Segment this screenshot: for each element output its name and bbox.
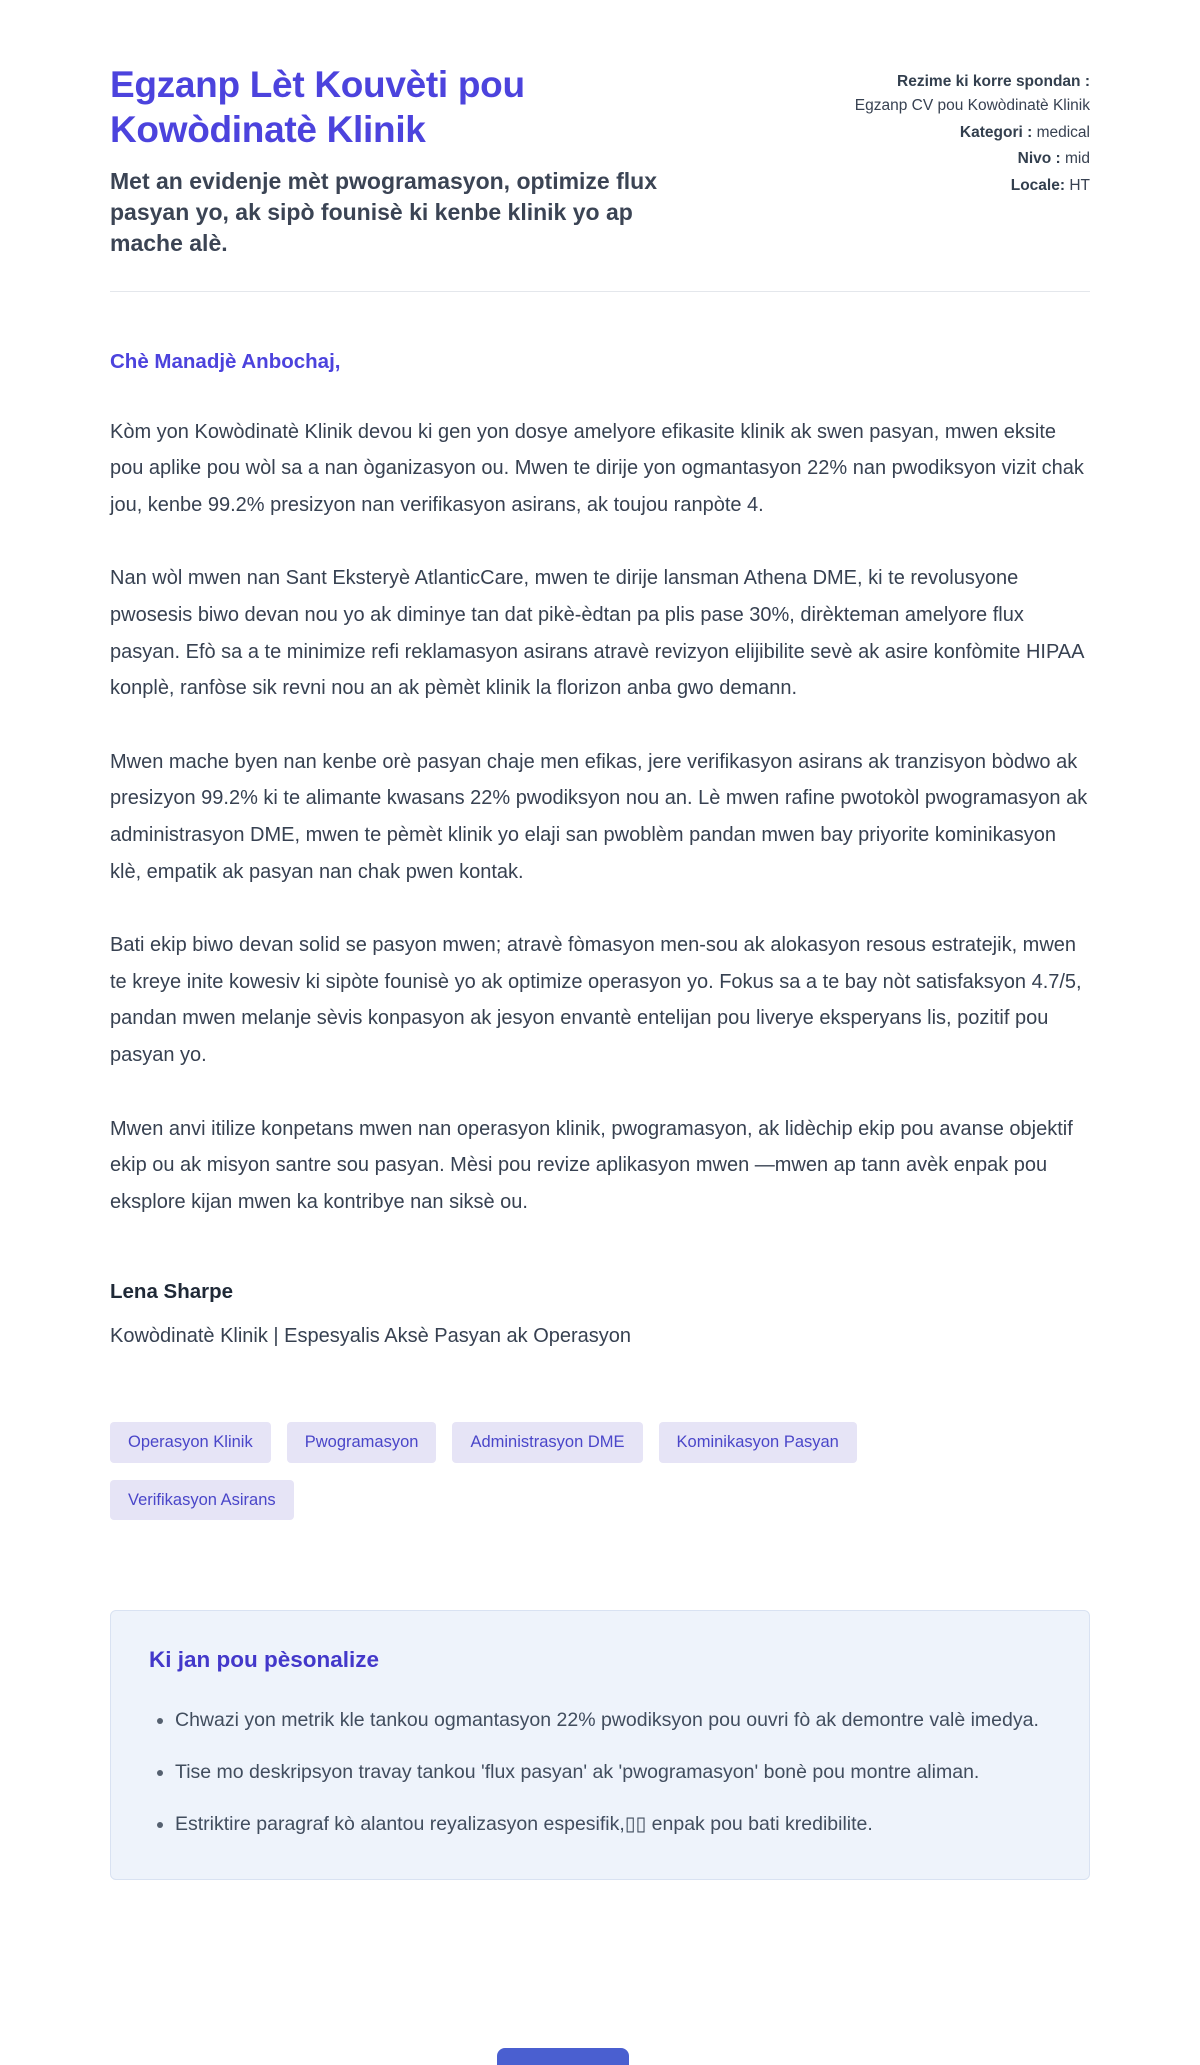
letter-paragraph-4: Bati ekip biwo devan solid se pasyon mwen; atravè fòmasyon men-sou ak alokasyon resous estratejik, mwen te kreye inite kowesiv ki sipòte founisè yo ak optimize operasyon yo. Fokus sa a te bay nòt satisfaksyon 4.7/5, pandan mwen melanje sèvis konpasyon ak jesyon envantè entelijan pou liverye eksperyans lis, pozitif pou pasyan yo. [110, 934, 1082, 1066]
header-divider [110, 291, 1090, 292]
callout-bullet-3: • Estriktire paragraf kò alantou reyalizasyon espesifik,▯▯ enpak pou bati kredibilite. [175, 1807, 1051, 1842]
tag-chip-administrasyon-dme[interactable]: Administrasyon DME [452, 1422, 642, 1463]
signature-role: Kowòdinatè Klinik | Espesyalis Aksè Pasyan ak Operasyon [110, 1325, 632, 1348]
header-titles [110, 62, 770, 259]
letter-paragraph-5: Mwen anvi itilize konpetans mwen nan operasyon klinik, pwogramasyon, ak lidèchip ekip pou avanse objektif ekip ou ak misyon santre sou pasyan. Mèsi pou revize aplikasyon mwen —mwen ap tann avèk enpak pou eksplore kijan mwen ka kontribye nan siksè ou. [110, 1117, 1073, 1213]
tag-chip-verifikasyon-asirans[interactable]: Verifikasyon Asirans [110, 1480, 294, 1521]
callout-bullet-2: • Tise mo deskripsyon travay tankou 'flux pasyan' ak 'pwogramasyon' bonè pou montre aliman. [175, 1755, 1051, 1790]
meta-level-label: Nivo : [1017, 150, 1061, 168]
meta-block [850, 62, 1090, 200]
tag-chip-operasyon-klinik[interactable]: Operasyon Klinik [110, 1422, 271, 1463]
meta-level [850, 147, 1090, 171]
page-subtitle: Met an evidenje mèt pwogramasyon, optimize flux pasyan yo, ak sipò founisè ki kenbe klinik yo ap mache alè. [110, 168, 658, 256]
signature-name: Lena Sharpe [110, 1280, 234, 1304]
letter-greeting: Chè Manadjè Anbochaj, [110, 349, 341, 373]
meta-locale-value: HT [1069, 176, 1090, 194]
letter-body [110, 350, 1090, 1349]
tag-chip-pwogramasyon[interactable]: Pwogramasyon [287, 1422, 437, 1463]
callout-bullet-1: • Chwazi yon metrik kle tankou ogmantasyon 22% pwodiksyon pou ouvri fò ak demontre valè imedya. [175, 1703, 1051, 1738]
header [110, 62, 1090, 259]
tag-chip-kominikasyon-pasyan[interactable]: Kominikasyon Pasyan [659, 1422, 857, 1463]
meta-locale [850, 174, 1090, 198]
meta-locale-label: Locale: [1010, 176, 1066, 194]
meta-matching-resume [850, 70, 1090, 119]
page-title: Egzanp Lèt Kouvèti pou Kowòdinatè Klinik [110, 64, 525, 151]
letter-paragraph-2: Nan wòl mwen nan Sant Eksteryè AtlanticCare, mwen te dirije lansman Athena DME, ki te revolusyone pwosesis biwo devan nou yo ak diminye tan dat pikè-èdtan pa plis pase 30%, dirèkteman amelyore flux pasyan. Efò sa a te minimize refi reklamasyon asirans atravè revizyon elijibilite sevè ak asire konfòmite HIPAA konplè, ranfòse sik revni nou an ak pèmèt klinik la florizon anba gwo demann. [110, 567, 1084, 700]
letter-paragraph-3: Mwen mache byen nan kenbe orè pasyan chaje men efikas, jere verifikasyon asirans ak tranzisyon bòdwo ak presizyon 99.2% ki te alimante kwasans 22% pwodiksyon nou an. Lè mwen rafine pwotokòl pwogramasyon ak administrasyon DME, mwen te pèmèt klinik yo elaji san pwoblèm pandan mwen bay priyorite kominikasyon klè, empatik ak pasyan nan chak pwen kontak. [110, 750, 1088, 883]
personalize-callout [110, 1610, 1090, 1880]
meta-resume-value: Egzanp CV pou Kowòdinatè Klinik [854, 97, 1090, 115]
meta-category-label: Kategori : [959, 123, 1033, 141]
meta-level-value: mid [1065, 150, 1090, 168]
meta-resume-label: Rezime ki korre spondan : [897, 73, 1090, 90]
tag-list [110, 1422, 890, 1520]
letter-paragraph-1: Kòm yon Kowòdinatè Klinik devou ki gen yon dosye amelyore efikasite klinik ak swen pasyan, mwen eksite pou aplike pou wòl sa a nan òganizasyon ou. Mwen te dirije yon ogmantasyon 22% nan pwodiksyon vizit chak jou, kenbe 99.2% presizyon nan verifikasyon asirans, ak toujou ranpòte 4. [110, 420, 1084, 516]
callout-bullet-list [149, 1703, 1051, 1841]
meta-category [850, 121, 1090, 145]
content-container [110, 0, 1090, 1880]
footer-partial-button[interactable] [497, 2048, 629, 2065]
callout-title: Ki jan pou pèsonalize [149, 1647, 380, 1673]
meta-category-value: medical [1036, 123, 1090, 141]
